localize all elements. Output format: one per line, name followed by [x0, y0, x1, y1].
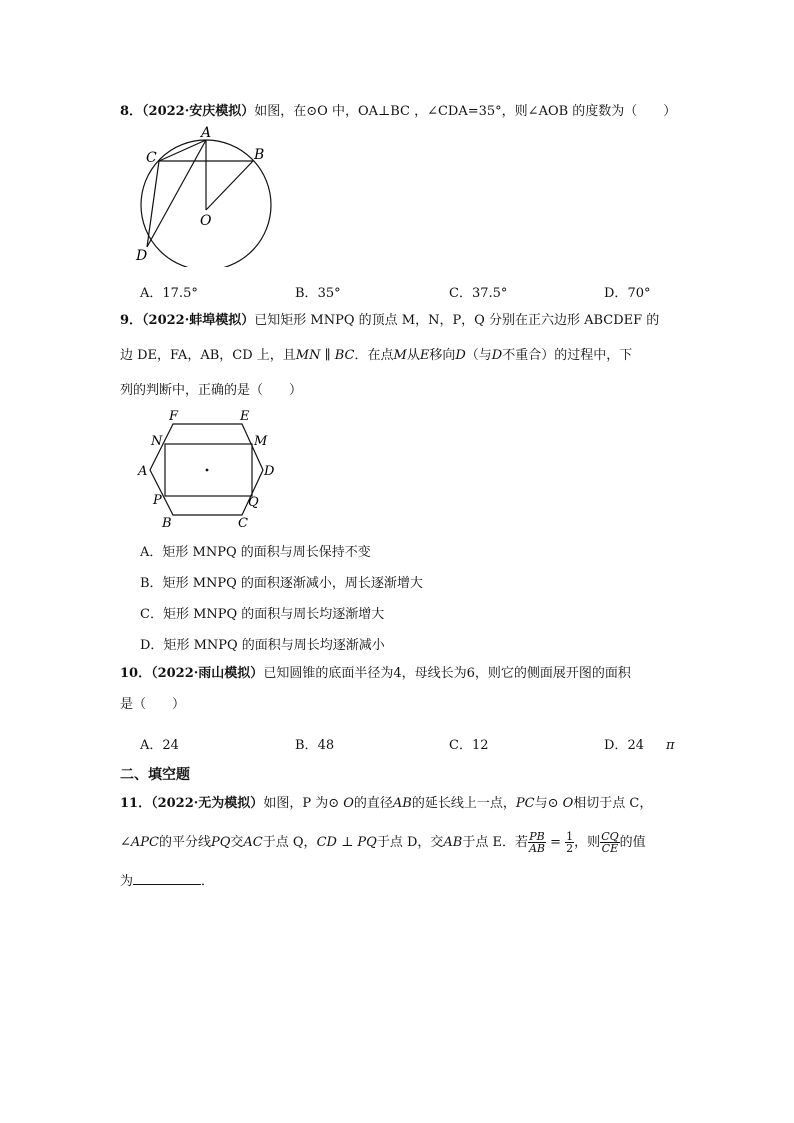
q8-option-b[interactable]	[295, 282, 341, 301]
option-label: B．	[295, 738, 318, 753]
option-text: 48	[317, 738, 335, 753]
math: ⊙ O	[328, 796, 354, 811]
option-text: 37.5°	[471, 286, 508, 301]
label-b: B	[162, 516, 172, 531]
question-number: 10．	[120, 666, 152, 681]
pi-symbol: π	[665, 738, 675, 753]
option-text: 矩形 MNPQ 的面积逐渐减小，周长逐渐增大	[162, 576, 423, 591]
label-n: N	[151, 434, 163, 449]
label-p: P	[153, 493, 162, 508]
text: 列的判断中，正确的是（ ）	[120, 383, 303, 398]
fraction-denominator: AB	[528, 842, 545, 855]
text: 移向	[429, 348, 456, 363]
label-f: F	[169, 409, 179, 424]
text: 相切于点 C，	[573, 796, 653, 811]
question-source: （2022·安庆模拟）	[142, 104, 255, 119]
text: 已知圆锥的底面半径为	[263, 666, 394, 681]
text: 于点 E．若	[462, 835, 528, 850]
q11-stem-line3	[120, 872, 214, 890]
fraction-one-half	[565, 831, 574, 854]
text: 的延长线上一点，	[411, 796, 516, 811]
label-d: D	[264, 464, 275, 479]
option-text: 35°	[317, 286, 341, 301]
option-text: 24	[162, 738, 179, 753]
q8-stem	[120, 104, 676, 120]
label-c: C	[238, 516, 248, 531]
option-text: 17.5°	[162, 286, 198, 301]
math: AC	[243, 835, 263, 850]
segment-ob	[206, 161, 253, 210]
math: PQ	[211, 835, 231, 850]
q9-option-d[interactable]	[140, 634, 385, 653]
q8-option-a[interactable]	[140, 282, 198, 301]
option-label: B．	[140, 576, 163, 591]
math: AB	[443, 835, 463, 850]
q9-stem-line1	[120, 313, 659, 329]
fraction-denominator: 2	[566, 842, 574, 855]
text: 不重合）的过程中，下	[502, 348, 633, 363]
q9-option-a[interactable]	[140, 541, 371, 560]
math: MN ∥ BC	[295, 348, 355, 363]
text: 的直径	[353, 796, 393, 811]
math: 4	[393, 666, 402, 681]
text: 从	[406, 348, 420, 363]
text: 是（ ）	[120, 697, 186, 712]
segment-ca	[159, 140, 206, 161]
option-label: A．	[140, 738, 163, 753]
math: PC	[515, 796, 535, 811]
circle-figure	[130, 122, 280, 267]
label-a: A	[201, 125, 212, 141]
option-text: 矩形 MNPQ 的面积与周长保持不变	[162, 545, 371, 560]
label-a: A	[138, 464, 148, 479]
math: E	[419, 348, 430, 363]
question-text: 如图，在⊙O 中，OA⊥BC ，∠CDA=35°，则∠AOB 的度数为（ ）	[254, 104, 677, 119]
q11-stem-line1	[120, 796, 652, 812]
fraction-cq-ce	[600, 831, 619, 854]
option-text: 12	[471, 738, 489, 753]
text: ．	[201, 874, 215, 889]
text: 交	[230, 835, 244, 850]
text: （与	[465, 348, 492, 363]
question-number: 11．	[120, 796, 152, 811]
option-text: 70°	[627, 286, 651, 301]
math: ⊙ O	[547, 796, 574, 811]
q11-stem-line2	[120, 831, 646, 854]
math: ∠APC	[120, 835, 159, 850]
math: D	[455, 348, 466, 363]
text: 的平分线	[158, 835, 211, 850]
text: ，则	[574, 835, 601, 850]
q9-stem-line2	[120, 348, 632, 364]
q10-option-c[interactable]	[449, 734, 489, 753]
math: AB	[392, 796, 412, 811]
question-source: （2022·无为模拟）	[151, 796, 264, 811]
option-label: A．	[140, 545, 163, 560]
text: 为	[120, 874, 134, 889]
label-d: D	[136, 248, 148, 264]
option-label: B．	[295, 286, 318, 301]
q8-option-c[interactable]	[449, 282, 507, 301]
option-label: C．	[449, 286, 472, 301]
fraction-pb-ab	[528, 831, 546, 854]
option-label: D．	[604, 286, 628, 301]
q10-stem-line2	[120, 697, 185, 713]
text: ．在点	[354, 348, 394, 363]
fraction-denominator: CE	[601, 842, 619, 855]
question-source: （2022·雨山模拟）	[151, 666, 264, 681]
q10-option-d[interactable]	[604, 734, 675, 753]
option-label: C．	[449, 738, 472, 753]
math: CD ⊥ PQ	[316, 835, 377, 850]
label-q: Q	[248, 495, 259, 510]
hexagon-figure	[134, 408, 284, 533]
question-number: 8．	[120, 104, 143, 119]
fraction-numerator: CQ	[601, 830, 619, 843]
math: 6	[466, 666, 475, 681]
label-b: B	[254, 147, 265, 163]
text: 如图，P 为	[263, 796, 329, 811]
text: 的值	[619, 835, 646, 850]
q9-option-b[interactable]	[140, 572, 423, 591]
label-e: E	[240, 409, 250, 424]
option-text: 矩形 MNPQ 的面积与周长均逐渐减小	[163, 638, 385, 653]
text: 边 DE，FA，AB，CD 上，且	[120, 348, 296, 363]
text: ，母线长为	[401, 666, 467, 681]
answer-blank[interactable]	[133, 872, 201, 885]
fraction-numerator: 1	[566, 830, 574, 843]
q10-option-a[interactable]	[140, 734, 179, 753]
option-text: 24	[627, 738, 644, 753]
q10-option-b[interactable]	[295, 734, 334, 753]
label-o: O	[200, 213, 212, 229]
option-label: D．	[140, 638, 164, 653]
option-label: D．	[604, 738, 628, 753]
question-number: 9．	[120, 313, 143, 328]
option-label: A．	[140, 286, 163, 301]
label-c: C	[146, 150, 157, 166]
text: 于点 D，交	[376, 835, 444, 850]
math: D	[491, 348, 503, 363]
q9-stem-line3	[120, 383, 302, 399]
text: 于点 Q，	[262, 835, 317, 850]
question-source: （2022·蚌埠模拟）	[142, 313, 255, 328]
label-m: M	[254, 434, 268, 449]
text: ，则它的侧面展开图的面积	[474, 666, 631, 681]
q9-option-c[interactable]	[140, 603, 384, 622]
center-dot	[206, 469, 209, 472]
option-label: C．	[140, 607, 163, 622]
option-text: 矩形 MNPQ 的面积与周长均逐渐增大	[162, 607, 385, 622]
q8-option-d[interactable]	[604, 282, 650, 301]
fraction-numerator: PB	[529, 830, 545, 843]
q10-stem-line1	[120, 666, 631, 682]
math: M	[393, 348, 407, 363]
section-heading: 二、填空题	[120, 767, 190, 783]
equals-sign: =	[546, 835, 566, 850]
question-text: 已知矩形 MNPQ 的顶点 M，N，P，Q 分别在正六边形 ABCDEF 的	[254, 313, 660, 328]
rectangle-mnpq	[165, 444, 252, 496]
text: 与	[534, 796, 548, 811]
